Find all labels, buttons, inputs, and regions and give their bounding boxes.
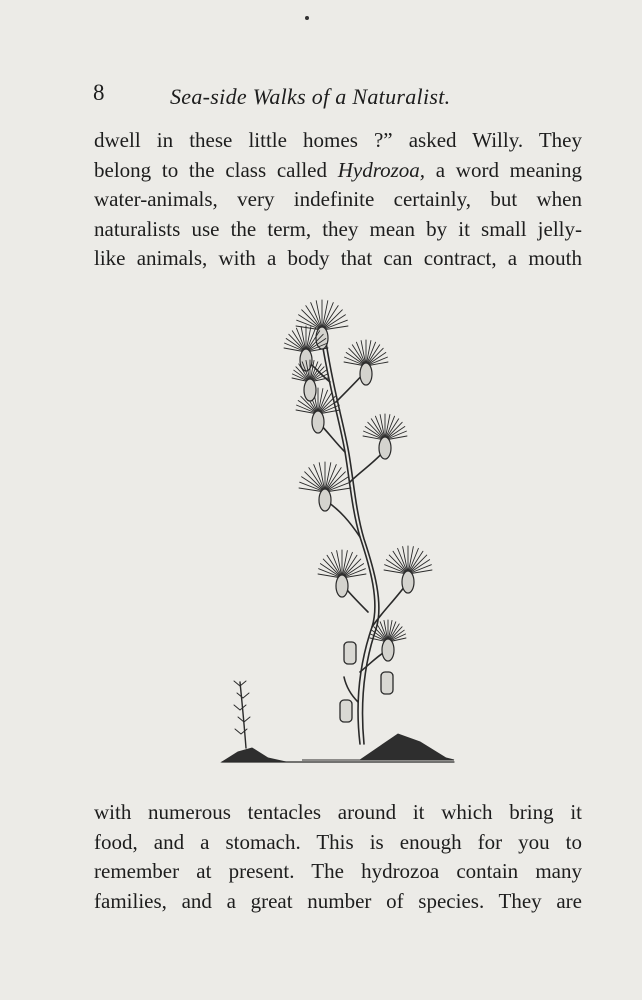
italic-term: Hydrozoa, [337,157,426,182]
sprig-stem [240,682,246,748]
text-line: dwell in these little homes ?” asked Willy. They [94,128,582,152]
ink-speck [305,16,309,20]
polyp-body [360,363,372,385]
polyp-body [312,411,324,433]
running-head: Sea-side Walks of a Naturalist. [170,84,451,109]
text-segment: belong to the class called [94,157,338,182]
body-text-bottom [94,798,582,916]
sprig-branch [234,705,246,710]
text-line: like animals, with a body that can contract, a mouth [94,246,582,270]
polyp-body [402,571,414,593]
stem [344,677,358,702]
polyp-body [304,379,316,401]
empty-cup [340,700,352,722]
sprig-branch [237,693,249,698]
text-line: remember at present. The hydrozoa contain many [94,859,582,883]
hydrozoa-illustration [210,282,470,767]
body-text-top [94,126,582,274]
text-line: families, and a great number of species. They are [94,888,582,913]
text-line: naturalists use the term, they mean by it small jelly- [94,216,582,241]
page-number: 8 [93,80,105,105]
text-segment: a word meaning [425,157,582,182]
polyp-body [319,489,331,511]
empty-cup [344,642,356,664]
text-line: water-animals, very indefinite certainly, but when [94,187,582,211]
hydrozoa-engraving [210,282,470,767]
small-mound [222,748,286,762]
rock-mound [302,734,454,760]
text-line [94,156,582,186]
polyp-body [382,639,394,661]
polyp-body [379,437,391,459]
text-line: with numerous tentacles around it which bring it [94,800,582,824]
page-header [0,80,642,114]
empty-cup [381,672,393,694]
text-line: food, and a stomach. This is enough for you to [94,829,582,854]
polyp-body [336,575,348,597]
